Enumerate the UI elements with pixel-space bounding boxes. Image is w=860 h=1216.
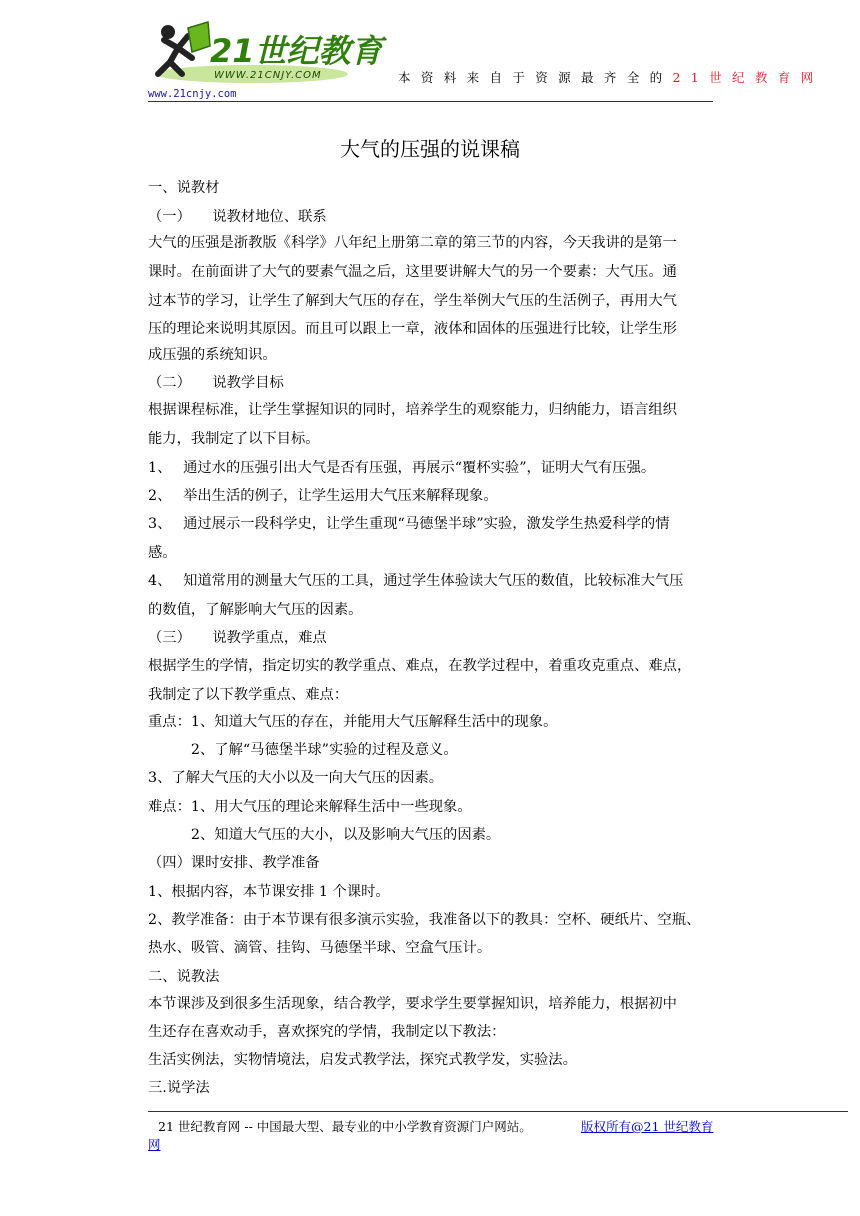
- text-line: 根据学生的学情，指定切实的教学重点、难点，在教学过程中，着重攻克重点、难点，: [148, 658, 692, 674]
- header-source-note: [398, 68, 816, 86]
- text-line: 课时。在前面讲了大气的要素气温之后，这里要讲解大气的另一个要素：大气压。通: [148, 264, 677, 280]
- logo-text: 21世纪教育: [210, 32, 383, 70]
- text-line: 本节课涉及到很多生活现象，结合教学，要求学生要掌握知识，培养能力，根据初中: [148, 996, 677, 1012]
- text-line: 三.说学法: [148, 1080, 210, 1096]
- text-line: 1、 通过水的压强引出大气是否有压强，再展示“覆杯实验”，证明大气有压强。: [148, 460, 656, 476]
- text-line: 2、 举出生活的例子，让学生运用大气压来解释现象。: [148, 488, 498, 504]
- footer-description: 21 世纪教育网 -- 中国最大型、最专业的中小学教育资源门户网站。: [158, 1119, 532, 1134]
- logo-url: WWW.21CNJY.COM: [214, 70, 322, 81]
- footer-divider: [148, 1111, 848, 1112]
- text-line: 一、说教材: [148, 180, 220, 196]
- text-line: 生还存在喜欢动手，喜欢探究的学情，我制定以下教法：: [148, 1024, 506, 1040]
- header-divider: [148, 101, 713, 102]
- text-line: 根据课程标准，让学生掌握知识的同时，培养学生的观察能力，归纳能力，语言组织: [148, 402, 677, 418]
- text-line: 二、说教法: [148, 969, 220, 985]
- text-line: 重点：1、知道大气压的存在，并能用大气压解释生活中的现象。: [148, 714, 558, 730]
- footer-copyright-link-wrap[interactable]: 网: [148, 1137, 161, 1152]
- site-logo: [148, 18, 383, 88]
- text-line: 2、了解“马德堡半球”实验的过程及意义。: [148, 742, 458, 758]
- text-line: 3、 通过展示一段科学史，让学生重现“马德堡半球”实验，激发学生热爱科学的情: [148, 516, 670, 532]
- header-source-prefix: 本 资 料 来 自 于 资 源 最 齐 全 的: [398, 70, 673, 85]
- header-source-highlight: 2 1 世 纪 教 育 网: [672, 70, 817, 85]
- text-line: 成压强的系统知识。: [148, 347, 277, 363]
- text-line: 2、教学准备：由于本节课有很多演示实验，我准备以下的教具：空杯、硬纸片、空瓶、: [148, 912, 701, 928]
- text-line: 生活实例法，实物情境法，启发式教学法，探究式教学发，实验法。: [148, 1052, 577, 1068]
- text-line: （四）课时安排、教学准备: [148, 855, 320, 871]
- document-title: 大气的压强的说课稿: [340, 137, 520, 161]
- text-line: 我制定了以下教学重点、难点：: [148, 687, 349, 703]
- text-line: （一） 说教材地位、联系: [148, 209, 327, 225]
- text-line: 的数值，了解影响大气压的因素。: [148, 602, 363, 618]
- text-line: 压的理论来说明其原因。而且可以跟上一章，液体和固体的压强进行比较，让学生形: [148, 321, 677, 337]
- text-line: 4、 知道常用的测量大气压的工具，通过学生体验读大气压的数值，比较标准大气压: [148, 573, 684, 589]
- text-line: 热水、吸管、滴管、挂钩、马德堡半球、空盒气压计。: [148, 940, 492, 956]
- text-line: 难点：1、用大气压的理论来解释生活中一些现象。: [148, 799, 472, 815]
- text-line: 感。: [148, 545, 177, 561]
- header-site-url[interactable]: www.21cnjy.com: [148, 88, 237, 100]
- text-line: 3、了解大气压的大小以及一向大气压的因素。: [148, 770, 444, 786]
- text-line: 过本节的学习，让学生了解到大气压的存在，学生举例大气压的生活例子，再用大气: [148, 293, 677, 309]
- text-line: （三） 说教学重点，难点: [148, 630, 327, 646]
- text-line: （二） 说教学目标: [148, 375, 284, 391]
- text-line: 2、知道大气压的大小，以及影响大气压的因素。: [148, 827, 501, 843]
- text-line: 大气的压强是浙教版《科学》八年纪上册第二章的第三节的内容，今天我讲的是第一: [148, 235, 677, 251]
- footer-copyright-link[interactable]: 版权所有@21 世纪教育: [581, 1119, 714, 1134]
- text-line: 1、根据内容，本节课安排 1 个课时。: [148, 884, 390, 900]
- text-line: 能力，我制定了以下目标。: [148, 431, 320, 447]
